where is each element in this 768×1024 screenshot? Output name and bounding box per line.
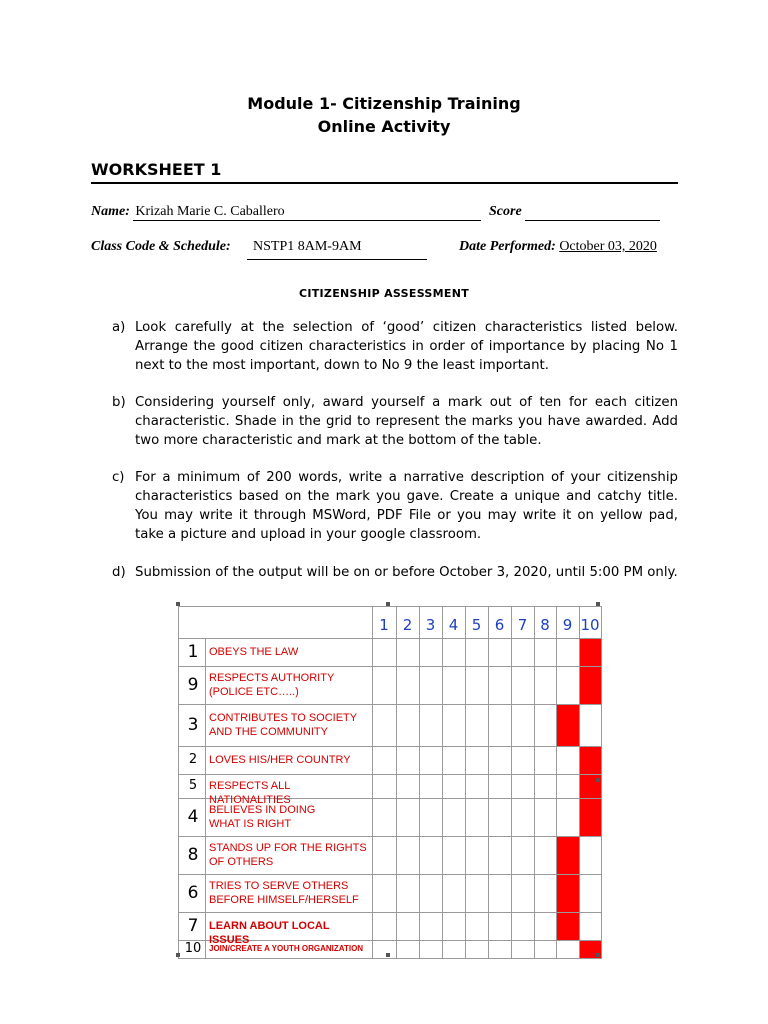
mark-column-header: 1	[379, 616, 389, 634]
characteristic-line: AND THE COMMUNITY	[209, 726, 328, 738]
shaded-mark-cell	[557, 837, 579, 874]
score-row	[489, 204, 660, 221]
class-field[interactable]	[253, 239, 362, 255]
mark-column-header: 6	[494, 616, 505, 634]
grid-row-line	[178, 666, 602, 667]
characteristic-line: RESPECTS AUTHORITY	[209, 672, 335, 684]
shaded-mark-cell	[557, 875, 579, 912]
module-title: Module 1- Citizenship Training	[247, 94, 521, 113]
characteristic-label	[209, 942, 370, 956]
characteristic-line: BEFORE HIMSELF/HERSELF	[209, 894, 359, 906]
shaded-mark-cell	[580, 747, 601, 774]
rank-number[interactable]: 1	[187, 642, 199, 662]
grid-col-line	[511, 606, 512, 958]
rank-number[interactable]: 10	[184, 941, 202, 956]
characteristic-line: CONTRIBUTES TO SOCIETY	[209, 712, 358, 724]
instruction-b	[112, 393, 678, 450]
characteristic-label	[209, 879, 370, 907]
grid-row-line	[178, 958, 602, 959]
mark-column-header: 5	[471, 616, 482, 634]
grid-row-line	[178, 874, 602, 875]
selection-handle	[596, 602, 600, 606]
instruction-text: For a minimum of 200 words, write a narrative description of your citizenship characteristics based on the mark you gave. Create a unique and catchy title. You may write it through MSWord, PDF File or you may write it on yellow pad, take a picture and upload in your google classroom.	[135, 470, 678, 542]
grid-col-line	[419, 606, 420, 958]
selection-handle	[176, 953, 180, 957]
selection-handle	[386, 602, 390, 606]
rank-number[interactable]: 5	[188, 778, 198, 793]
grid-col-line	[465, 606, 466, 958]
characteristic-line: WHAT IS RIGHT	[209, 818, 292, 830]
rank-number[interactable]: 4	[187, 807, 199, 827]
instruction-letter: a)	[112, 320, 126, 335]
characteristic-label	[209, 803, 370, 831]
grid-col-line	[372, 606, 373, 958]
selection-handle	[596, 953, 600, 957]
name-row	[91, 204, 481, 221]
characteristic-line: STANDS UP FOR THE RIGHTS	[209, 842, 367, 854]
instruction-letter: d)	[112, 565, 126, 580]
grid-row-line	[178, 746, 602, 747]
instruction-text: Look carefully at the selection of ‘good’ citizen characteristics listed below. Arrange the good citizen characteristics in order of importance by placing No 1 next to the most important, down to No 9 the least important.	[135, 320, 678, 373]
characteristic-line: LOVES HIS/HER COUNTRY	[209, 754, 351, 766]
mark-column-header: 3	[425, 616, 436, 634]
rank-number[interactable]: 3	[187, 715, 199, 735]
characteristic-line: OF OTHERS	[209, 856, 274, 868]
grid-col-line	[442, 606, 443, 958]
instruction-text: Submission of the output will be on or before October 3, 2020, until 5:00 PM only.	[135, 565, 678, 580]
class-underline	[247, 259, 427, 260]
mark-column-header: 9	[562, 616, 573, 634]
characteristic-line: OBEYS THE LAW	[209, 646, 299, 658]
shaded-mark-cell	[557, 913, 579, 940]
characteristic-line: TRIES TO SERVE OTHERS	[209, 880, 349, 892]
grid-col-line	[579, 606, 580, 958]
characteristic-line: BELIEVES IN DOING	[209, 804, 316, 816]
rank-number[interactable]: 2	[188, 752, 198, 767]
class-label: Class Code & Schedule:	[91, 239, 231, 254]
grid-col-line	[556, 606, 557, 958]
characteristic-label	[209, 671, 370, 699]
rank-number[interactable]: 8	[187, 845, 199, 865]
name-field[interactable]	[133, 204, 481, 221]
characteristic-label	[209, 645, 370, 659]
mark-column-header: 8	[540, 616, 550, 634]
selection-handle	[386, 953, 390, 957]
class-value: NSTP1 8AM-9AM	[253, 239, 362, 254]
heading-rule	[91, 182, 678, 184]
module-subtitle: Online Activity	[317, 117, 451, 136]
characteristic-line: RESPECTS ALL NATIONALITIES	[209, 780, 291, 806]
shaded-mark-cell	[580, 667, 601, 704]
grid-row-line	[178, 836, 602, 837]
class-row	[91, 239, 231, 255]
characteristic-line: LEARN ABOUT LOCAL ISSUES	[209, 920, 330, 946]
rank-number[interactable]: 7	[187, 916, 199, 936]
characteristic-label	[209, 753, 370, 767]
mark-column-header: 7	[517, 616, 528, 634]
grid-col-line	[205, 638, 206, 958]
rank-number[interactable]: 9	[187, 675, 199, 695]
shaded-mark-cell	[580, 639, 601, 666]
date-value[interactable]: October 03, 2020	[559, 239, 657, 254]
score-field[interactable]	[525, 204, 660, 221]
instruction-letter: c)	[112, 470, 125, 485]
characteristic-label	[209, 711, 370, 739]
characteristic-label	[209, 841, 370, 869]
selection-handle	[176, 602, 180, 606]
grid-row-line	[178, 704, 602, 705]
instruction-c	[112, 468, 678, 544]
mark-column-header: 10	[580, 616, 600, 634]
grid-col-line	[178, 606, 179, 958]
rank-number[interactable]: 6	[187, 883, 199, 903]
instruction-letter: b)	[112, 395, 126, 410]
characteristic-line: JOIN/CREATE A YOUTH ORGANIZATION	[209, 944, 364, 953]
score-label: Score	[489, 204, 522, 219]
grid-row-line	[178, 912, 602, 913]
shaded-mark-cell	[580, 799, 601, 836]
grid-col-line	[488, 606, 489, 958]
grid-col-line	[396, 606, 397, 958]
grid-col-line	[534, 606, 535, 958]
date-row	[459, 239, 657, 255]
characteristic-line: (POLICE ETC…..)	[209, 686, 299, 698]
instruction-a	[112, 318, 678, 375]
instruction-d	[112, 563, 678, 582]
grid-row-line	[178, 638, 602, 639]
section-title: CITIZENSHIP ASSESSMENT	[298, 287, 470, 300]
grid-row-line	[178, 774, 602, 775]
name-value: Krizah Marie C. Caballero	[135, 204, 285, 219]
shaded-mark-cell	[557, 705, 579, 746]
instruction-text: Considering yourself only, award yourself a mark out of ten for each citizen characteristic. Shade in the grid to represent the marks you have awarded. Add two more characteristic and mark at the bottom of the table.	[135, 395, 678, 448]
name-label: Name:	[91, 204, 130, 219]
grid-row-line	[178, 606, 602, 607]
selection-handle	[596, 778, 600, 782]
mark-column-header: 2	[402, 616, 413, 634]
date-label: Date Performed:	[459, 239, 556, 254]
worksheet-heading: WORKSHEET 1	[91, 160, 222, 179]
grid-col-line	[601, 606, 602, 958]
mark-column-header: 4	[448, 616, 459, 634]
